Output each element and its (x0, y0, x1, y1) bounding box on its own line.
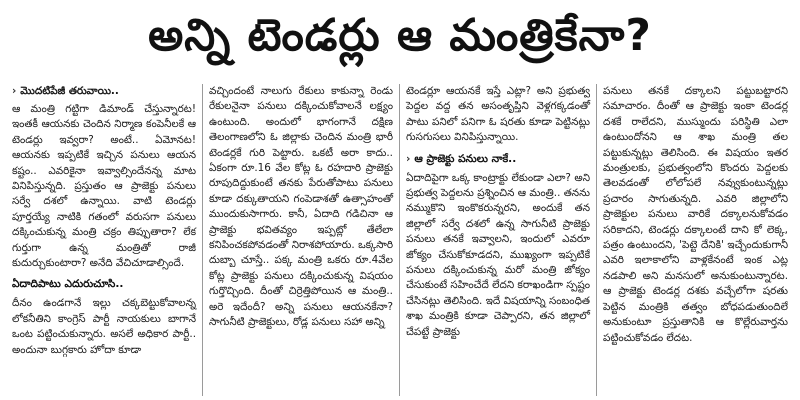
headline: అన్ని టెండర్లు ఆ మంత్రికేనా? (148, 10, 652, 61)
article-paragraph: టెండర్లూ ఆయనకే ఇస్తే ఎట్లా? అని ప్రభుత్వ పెద్దల వద్ద తన అసంతృప్తిని వెళ్లగక్కడంతో పాటు పనిలో పనిగా ఓ షరతు కూడా పెట్టినట్లు గుసగుసలు వినిపిస్తున్నాయి. (406, 85, 590, 144)
chevron-right-icon: › (12, 85, 17, 97)
continuation-lead (12, 84, 196, 99)
subheading (406, 152, 590, 167)
article-column-3 (400, 84, 597, 396)
article-column-2 (203, 84, 400, 396)
article-column-4 (597, 84, 794, 396)
subheading: ఏదాదిపాటు ఎదురుచూసి.. (12, 278, 124, 291)
article-paragraph: దీనం ఉండగానే ఇల్లు చక్కబెట్టుకోవాలన్న లోకనీతిని కాంగ్రెస్ పార్టీ నాయకులు బాగానే ఒంట పట్టించుకున్నారు. అసలే అధికార పార్టీ.. అందునా బుగ్గకారు హోదా కూడా (12, 297, 196, 356)
article-paragraph: పనులు తనకే దక్కాలని పట్టుబట్టారని సమాచారం. దీంతో ఆ ప్రాజెక్టు ఇంకా టెండర్ల దశకే రాలేదని, ముస్ముందు పరిస్థితి ఎలా ఉంటుందోనని ఆ శాఖ మంత్రి తల పట్టుకున్నట్లు తెలిసింది. ఈ విషయం ఇతర మంత్రులకు, ప్రభుత్వంలోని కొందరు పెద్దలకు తెలవడంతో లోలోపలే నవ్వుకుంటున్నట్లు ప్రచారం సాగుతున్నది. ఎవరి జిల్లాలోని ప్రాజెక్టుల పనులు వారికే దక్కాలనుకోవడం సరికాదని, టెండర్లు దక్కాలంటే దాని కో లెక్క, పత్రం ఉంటుందని, 'పెట్టె దేనికి' ఇచ్చేందుకుగానీ ఎవరి ఇలాకాలోని వాళ్లకేనంటే ఇంక ఎట్ల నడపాలి అని మనసులో అనుకుంటున్నారట. ఆ ప్రాజెక్టు టెండర్ల దశకు వచ్చేలోగా షరతు పెట్టిన మంత్రికి తత్వం బోధపడుతుందిలే అనుకుంటూ ప్రస్తుతానికి ఆ కొల్లేరువార్తను పట్టించుకోవడం లేదట. (603, 85, 788, 344)
chevron-right-icon: › (406, 152, 411, 165)
continuation-lead-text: మొదటిపేజీ తరువాయి.. (20, 85, 119, 97)
article-columns (6, 84, 796, 396)
article-column-1 (6, 84, 203, 396)
article-paragraph: ఆ మంత్రి గట్టిగా డిమాండ్ చేస్తున్నారట! ఇంతకీ ఆయనకు చెందిన నిర్మాణ కంపెనీలకే ఆ టెండర్లు ఇవ్వరా? అంటే.. ఏమోనట! ఆయనకు ఇప్పటికే ఇచ్చిన పనులు ఆయన కష్టం.. ఎవరికైనా ఇవ్వాల్సిందేనన్న మాట వినిపిస్తున్నది. ప్రస్తుతం ఆ ప్రాజెక్టు పనులు సర్వే దశలో ఉన్నాయి. వాటి టెండర్లు పూర్తయ్యే నాటికి గతంలో వరుసగా పనులు దక్కించుకున్న మంత్రి చక్రం తిప్పుతారా? లేక గుర్తుగా ఉన్న మంత్రితో రాజీ కుదుర్చుకుంటారా? అనేది వేచిచూడాల్సిందే. (12, 103, 196, 270)
subheading-text: ఆ ప్రాజెక్టు పనులు నాకే.. (414, 152, 517, 165)
article-paragraph: ఏదాదిపైగా ఒక్క కాంట్రాక్టు లేకుండా ఎలా? అని ప్రభుత్వ పెద్దలను ప్రశ్నించిన ఆ మంత్రి.. తనను నమ్ముకొని ఇంకొకరున్నరని, అందుకే తన జిల్లాలో సర్వే దశలో ఉన్న సాగునీటి ప్రాజెక్టు పనులు తనకే ఇవ్వాలని, ఇందులో ఎవరూ జోక్యం చేసుకోకూడదని, ముఖ్యంగా ఇప్పటికే పనులు దక్కించుకున్న మరో మంత్రి జోక్యం చేసుకుంటే సహించేదే లేదని కరాఖండిగా స్పష్టం చేసినట్లు తెలిసింది. ఇదే విషయాన్ని సంబంధిత శాఖ మంత్రికి కూడా చెప్పారని, తన జిల్లాలో చేపట్టే ప్రాజెక్టు (406, 171, 590, 338)
article-paragraph: వచ్చిందంటే నాలుగు రేకులు కాకున్నా రెండు రేకులనైనా పనులు దక్కించుకోవాలనే లక్ష్యం ఉంటుంది. అందులో భాగంగానే దక్షిణ తెలంగాణలోని ఓ జిల్లాకు చెందిన మంత్రి భారీ టెండర్లకే గురి పెట్టారు. ఒకటీ అరా కాదు.. ఏకంగా రూ.16 వేల కోట్ల ఓ రహదారి ప్రాజెక్టు రూపుదిద్దుకుంటే తనకు పేరుతోపాటు పనులు కూడా దక్కుతాయని గంపెడాశతో ఉత్సాహంతో ముందుకుసాగారు. కానీ, ఏదాది గడిచినా ఆ ప్రాజెక్టు భవితవ్యం ఇప్పట్లో తేలేలా కనిపించకపోవడంతో నిరాశపోయారు. ఒక్కసారి దుబ్బా చూస్తే.. పక్క మంత్రి ఒకరు రూ.4వేల కోట్ల ప్రాజెక్టు పనులు దక్కించుకున్న విషయం గుర్తొచ్చింది. దీంతో చిర్రెత్తిపోయిన ఆ మంత్రి.. అరె ఇదేందీ? అన్ని పనులు ఆయనకేనా? సాగునీటి ప్రాజెక్టులు, రోడ్ల పనులు సహా అన్ని (209, 85, 393, 329)
